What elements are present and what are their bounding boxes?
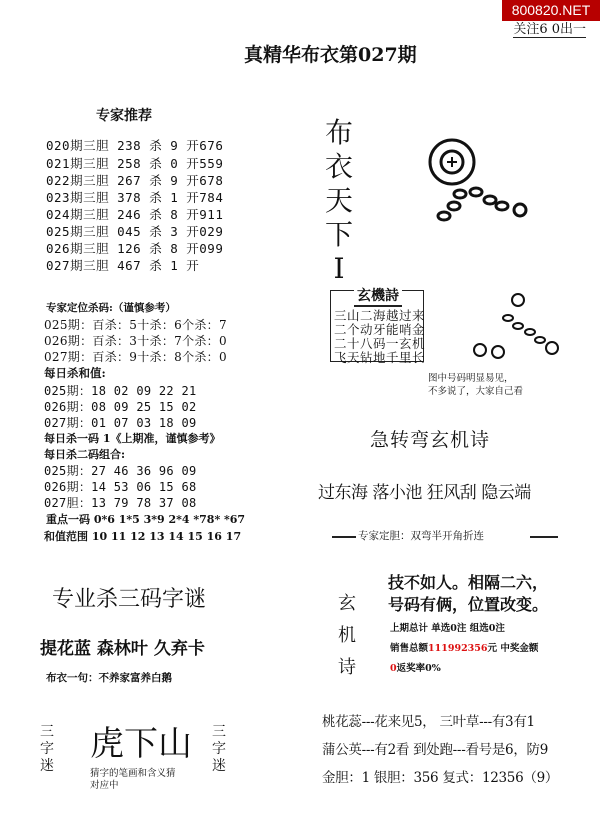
sum-range: 和值范围 10 11 12 13 14 15 16 17 xyxy=(44,530,242,543)
riddle-one-line: 布衣一句：不养家富养白鹅 xyxy=(46,672,172,684)
sum-kill-heading: 每日杀和值: xyxy=(44,366,106,380)
xuanji-stats-3: 0返奖率0% xyxy=(390,663,441,674)
follow-note: 关注6 0出一 xyxy=(513,18,586,38)
riddle-center-note: 猜字的笔画和含义猜 对应中 xyxy=(90,768,176,791)
position-kill-heading: 专家定位杀码:（谨慎参考） xyxy=(46,302,176,314)
turn-poem-line: 过东海 落小池 狂风刮 隐云端 xyxy=(318,483,531,503)
poem-title: 玄機詩 xyxy=(354,285,402,307)
expert-row: 021期三胆 258 杀 0 开559 xyxy=(46,156,224,171)
expert-row: 022期三胆 267 杀 9 开678 xyxy=(46,173,224,188)
xuanji-stats-2: 销售总额111992356元 中奖金额 xyxy=(390,643,539,654)
riddle-center: 虎下山 xyxy=(90,724,192,764)
riddle-words: 提花蓝 森林叶 久弃卡 xyxy=(40,639,205,659)
poem-line: 二十八码一玄机 xyxy=(334,336,426,351)
two-code-row: 026期：14 53 06 15 68 xyxy=(44,480,197,494)
sum-kill-row: 025期：18 02 09 22 21 xyxy=(44,384,197,398)
xuanji-line-1: 技不如人。相隔二六， xyxy=(388,573,549,592)
turn-poem-title: 急转弯玄机诗 xyxy=(370,429,491,451)
expert-row: 027期三胆 467 杀 1 开 xyxy=(46,258,200,273)
page-title: 真精华布衣第027期 xyxy=(244,44,417,66)
fixed-bar-left-line xyxy=(332,536,356,538)
site-watermark: 800820.NET xyxy=(502,0,600,21)
poem-line: 飞天钻地千里长 xyxy=(334,350,426,365)
expert-row: 024期三胆 246 杀 8 开911 xyxy=(46,207,224,222)
position-kill-row: 025期：百杀：5十杀：6个杀：7 xyxy=(44,318,227,332)
one-code-heading: 每日杀一码 1《上期准，谨慎参考》 xyxy=(44,432,221,445)
riddle-right-label: 三 字 迷 xyxy=(212,724,226,774)
xuanji-vertical: 玄 机 诗 xyxy=(338,593,356,678)
xuanji-stats-1: 上期总计 单选0注 组选0注 xyxy=(390,623,505,634)
sum-kill-row: 027期：01 07 03 18 09 xyxy=(44,416,197,430)
xuanji-line-2: 号码有俩，位置改变。 xyxy=(388,595,549,614)
bracelet-illustration xyxy=(420,122,540,242)
expert-row: 023期三胆 378 杀 1 开784 xyxy=(46,190,224,205)
riddle-left-label: 三 字 迷 xyxy=(40,724,54,774)
bottom-line-1: 桃花蕊---花来见5， 三叶草---有3有1 xyxy=(322,714,535,730)
position-kill-row: 027期：百杀：9十杀：8个杀：0 xyxy=(44,350,227,364)
bottom-line-2: 蒲公英---有2看 到处跑---看号是6，防9 xyxy=(322,742,549,758)
expert-row: 020期三胆 238 杀 9 开676 xyxy=(46,138,224,153)
expert-heading: 专家推荐 xyxy=(96,108,152,124)
fixed-bar-right-line xyxy=(530,536,558,538)
two-code-row: 027胆：13 79 78 37 08 xyxy=(44,496,197,510)
expert-row: 026期三胆 126 杀 8 开099 xyxy=(46,241,224,256)
buyi-vertical-title: 布 衣 天 下 I xyxy=(325,116,354,285)
sum-kill-row: 026期：08 09 25 15 02 xyxy=(44,400,197,414)
key-points: 重点一码 0*6 1*5 3*9 2*4 *78* *67 xyxy=(46,513,246,526)
poem-caption: 图中号码明显易见， 不多说了，大家自己看 xyxy=(428,373,524,397)
poem-line: 三山二海越过来 xyxy=(334,308,426,323)
poem-line: 二个动牙能哨金 xyxy=(334,322,426,337)
beads-illustration xyxy=(468,290,568,370)
riddle-heading: 专业杀三码字谜 xyxy=(52,587,207,612)
fixed-bar: 专家定胆：双弯半开角折连 xyxy=(358,530,484,542)
bottom-line-3: 金胆：1 银胆：356 复式：12356（9） xyxy=(322,770,559,786)
two-code-heading: 每日杀二码组合: xyxy=(44,448,126,461)
two-code-row: 025期：27 46 36 96 09 xyxy=(44,464,197,478)
expert-row: 025期三胆 045 杀 3 开029 xyxy=(46,224,224,239)
position-kill-row: 026期：百杀：3十杀：7个杀：0 xyxy=(44,334,227,348)
